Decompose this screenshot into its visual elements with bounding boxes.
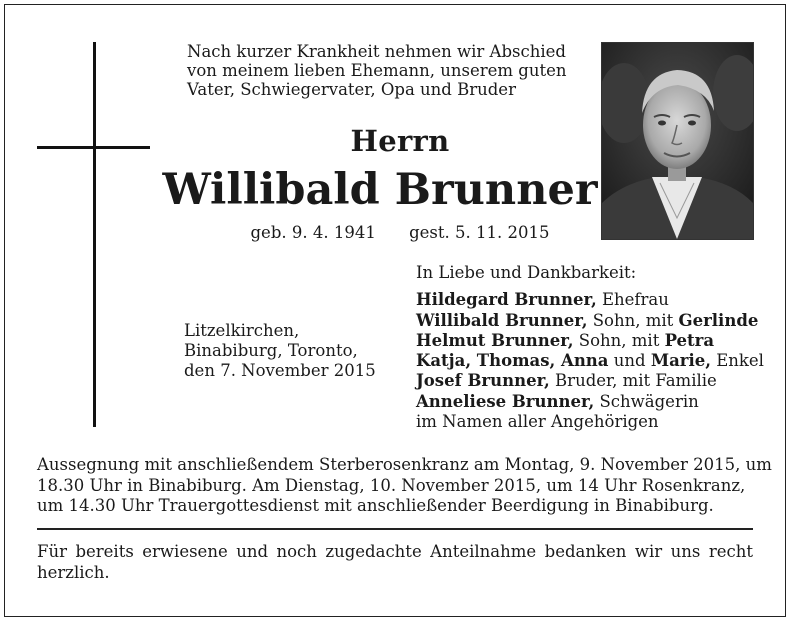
mourner-row <box>416 331 761 351</box>
place-and-date <box>184 321 384 381</box>
thanks-heading: In Liebe und Dankbarkeit: <box>416 263 637 282</box>
mourner-relation: Sohn, mit <box>587 310 679 330</box>
mourner-relation: Ehefrau <box>596 290 669 310</box>
closing-line-2: herzlich. <box>37 562 110 582</box>
service-line-2: 18.30 Uhr in Binabiburg. Am Dienstag, 10. November 2015, um 14 Uhr Rosenkranz, <box>37 475 746 495</box>
conjunction: und <box>608 351 651 371</box>
intro-text <box>187 42 587 99</box>
mourner-name: Willibald Brunner, <box>416 310 588 330</box>
mourner-spouse-name: Gerlinde <box>678 310 759 330</box>
place-line-3: den 7. November 2015 <box>184 361 376 380</box>
mourner-relation: Bruder, mit Familie <box>549 371 717 391</box>
mourner-row <box>416 392 761 412</box>
grandchild-name: Marie, <box>650 351 711 371</box>
mourner-relation: Enkel <box>710 351 764 371</box>
mourner-row <box>416 371 761 391</box>
mourners-list <box>416 263 764 432</box>
intro-line-2: von meinem lieben Ehemann, unserem guten <box>187 61 567 80</box>
mourner-name: Josef Brunner, <box>416 371 550 391</box>
mourner-row <box>416 351 764 371</box>
mourners-closing-line: im Namen aller Angehörigen <box>416 412 659 432</box>
mourner-name: Helmut Brunner, <box>416 330 574 350</box>
funeral-service-details <box>37 455 772 517</box>
service-line-1: Aussegnung mit anschließendem Sterberosenkranz am Montag, 9. November 2015, um <box>37 455 772 474</box>
mourner-row <box>416 311 761 331</box>
portrait-photo <box>601 42 754 240</box>
cross-horizontal-bar <box>37 146 150 149</box>
mourner-row <box>416 290 761 310</box>
salutation: Herrn <box>350 124 450 158</box>
life-dates <box>200 223 600 242</box>
intro-line-3: Vater, Schwiegervater, Opa und Bruder <box>187 80 516 99</box>
mourner-relation: Schwägerin <box>594 391 699 411</box>
death-date: gest. 5. 11. 2015 <box>409 223 550 242</box>
closing-line-1: Für bereits erwiesene und noch zugedachte Anteilnahme bedanken wir uns recht <box>37 542 753 561</box>
deceased-name: Willibald Brunner <box>162 165 598 215</box>
grandchildren-names: Katja, Thomas, Anna <box>416 351 609 371</box>
mourner-name: Hildegard Brunner, <box>416 290 597 310</box>
closing-thanks <box>37 542 753 583</box>
cross-vertical-bar <box>93 42 96 427</box>
mourner-name: Anneliese Brunner, <box>416 391 595 411</box>
intro-line-1: Nach kurzer Krankheit nehmen wir Abschied <box>187 42 566 61</box>
mourner-relation: Sohn, mit <box>573 330 665 350</box>
birth-date: geb. 9. 4. 1941 <box>250 223 376 242</box>
divider-line <box>37 528 753 530</box>
place-line-1: Litzelkirchen, <box>184 321 300 340</box>
service-line-3: um 14.30 Uhr Trauergottesdienst mit anschließender Beerdigung in Binabiburg. <box>37 496 714 515</box>
mourner-spouse-name: Petra <box>664 330 715 350</box>
place-line-2: Binabiburg, Toronto, <box>184 341 358 360</box>
